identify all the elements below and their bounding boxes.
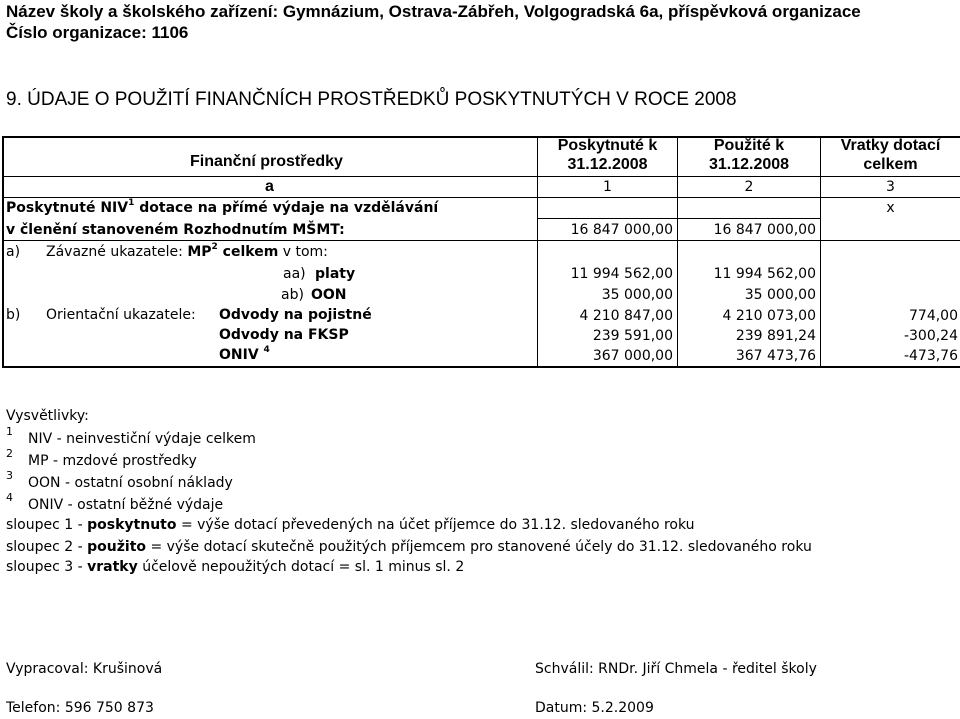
- col-header-label: Finanční prostředky: [190, 153, 343, 170]
- row-msmt-col1: 16 847 000,00: [570, 222, 673, 238]
- column-3-note: sloupec 3 - vratky účelově nepoužitých dotací = sl. 1 minus sl. 2: [6, 559, 465, 575]
- notes-heading: Vysvětlivky:: [6, 408, 89, 424]
- row-aa-col1: 11 994 562,00: [570, 266, 673, 282]
- row-b1-label: Odvody na pojistné: [219, 307, 372, 323]
- page-title: 9. ÚDAJE O POUŽITÍ FINANČNÍCH PROSTŘEDKŮ POSKYTNUTÝCH V ROCE 2008: [6, 89, 737, 110]
- note-3-number: 3: [6, 469, 13, 482]
- msmt-row-divider: [2, 240, 960, 241]
- col1-header-line1: Poskytnuté k: [557, 137, 658, 154]
- row-aa-col2: 11 994 562,00: [713, 266, 816, 282]
- row-a-prefix: a): [6, 244, 21, 260]
- row-ab-prefix: ab): [281, 287, 304, 303]
- note-2-number: 2: [6, 447, 13, 460]
- row-b-label: Orientační ukazatele:: [46, 307, 196, 323]
- col2-header-line2: 31.12.2008: [708, 156, 790, 173]
- prepared-by: Vypracoval: Krušinová: [6, 661, 163, 677]
- document-date: Datum: 5.2.2009: [535, 700, 654, 716]
- note-1-number: 1: [6, 425, 13, 438]
- row-aa-label: platy: [315, 266, 356, 282]
- note-1-text: NIV - neinvestiční výdaje celkem: [28, 431, 256, 447]
- row-b3-label: ONIV $^4$: [219, 345, 270, 363]
- index-row-divider: [2, 197, 960, 198]
- row-msmt-label: v členění stanoveném Rozhodnutím MŠMT:: [6, 222, 345, 238]
- row-b1-col3: 774,00: [909, 308, 958, 324]
- row-ab-label: OON: [311, 287, 347, 303]
- row-niv-label: Poskytnuté NIV$^1$ dotace na přímé výdaje na vzdělávání: [6, 198, 439, 216]
- row-b1-col1: 4 210 847,00: [579, 308, 673, 324]
- niv-row-divider: [537, 218, 821, 219]
- row-b-prefix: b): [6, 307, 21, 323]
- row-b2-col3: -300,24: [903, 328, 958, 344]
- column-2-note: sloupec 2 - použito = výše dotací skutečně použitých příjemcem pro stanovené účely do 31.12. sledovaného roku: [6, 539, 812, 555]
- row-ab-col2: 35 000,00: [744, 287, 816, 303]
- note-2-text: MP - mzdové prostředky: [28, 453, 197, 469]
- row-b2-col1: 239 591,00: [592, 328, 673, 344]
- row-b1-col2: 4 210 073,00: [722, 308, 816, 324]
- row-msmt-col2: 16 847 000,00: [713, 222, 816, 238]
- col3-header-line1: Vratky dotací: [840, 137, 941, 154]
- header-divider: [2, 176, 960, 177]
- index-2: 2: [744, 179, 754, 195]
- column-1-note: sloupec 1 - poskytnuto = výše dotací převedených na účet příjemce do 31.12. sledovaného roku: [6, 517, 695, 533]
- index-1: 1: [603, 179, 612, 195]
- note-4-number: 4: [6, 491, 13, 504]
- phone-number: Telefon: 596 750 873: [6, 700, 154, 716]
- col2-header-line1: Použité k: [713, 137, 785, 154]
- index-3: 3: [886, 179, 895, 195]
- row-b3-col2: 367 473,76: [735, 348, 816, 364]
- row-a-label: Závazné ukazatele: $MP^2$ celkem v tom:: [46, 242, 328, 260]
- col3-header-line2: celkem: [863, 156, 918, 173]
- row-aa-prefix: aa): [283, 266, 306, 282]
- table-bottom-border: [2, 366, 960, 368]
- approved-by: Schválil: RNDr. Jiří Chmela - ředitel školy: [535, 661, 817, 677]
- note-4-text: ONIV - ostatní běžné výdaje: [28, 497, 224, 513]
- note-3-text: OON - ostatní osobní náklady: [28, 475, 233, 491]
- table-left-border: [2, 136, 4, 368]
- index-a: a: [265, 178, 274, 195]
- organization-number: Číslo organizace: 1106: [6, 23, 189, 42]
- institution-name: Název školy a školského zařízení: Gymnázium, Ostrava-Zábřeh, Volgogradská 6a, příspěvková organizace: [6, 2, 861, 21]
- row-b3-col3: -473,76: [903, 348, 958, 364]
- row-b2-col2: 239 891,24: [735, 328, 816, 344]
- row-ab-col1: 35 000,00: [601, 287, 673, 303]
- row-niv-col3: x: [886, 200, 895, 216]
- row-b3-col1: 367 000,00: [592, 348, 673, 364]
- row-b2-label: Odvody na FKSP: [219, 327, 349, 343]
- col1-header-line2: 31.12.2008: [567, 156, 648, 173]
